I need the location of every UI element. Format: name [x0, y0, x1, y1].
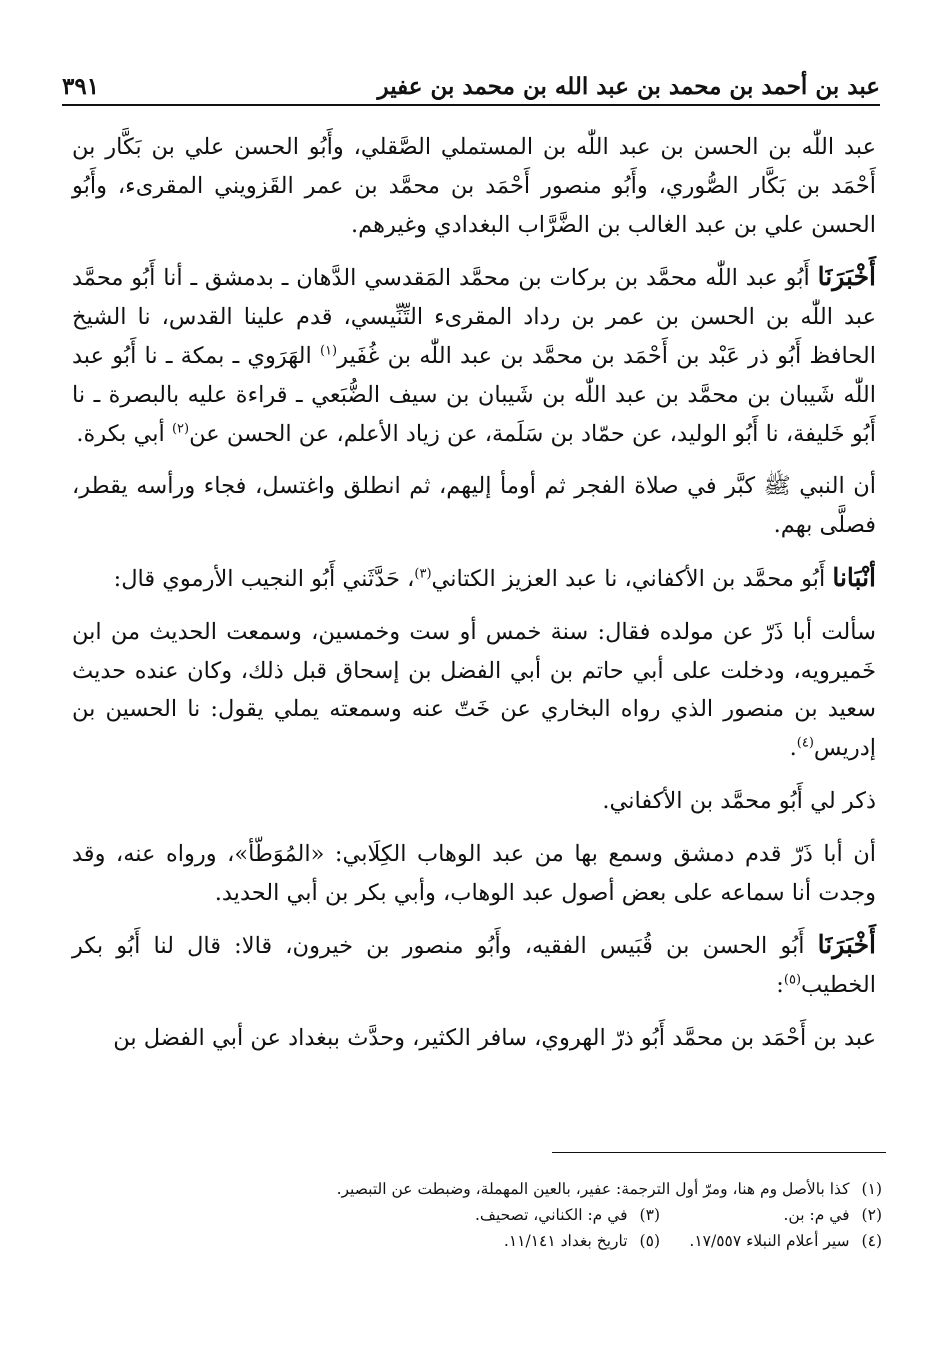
paragraph-text: .	[789, 735, 797, 762]
footnotes	[240, 1176, 882, 1254]
footnote-1	[240, 1176, 882, 1202]
paragraph-6: ذكر لي أَبُو محمَّد بن الأكفاني.	[602, 787, 876, 814]
paragraph-lead-word: أَخْبَرَنَا	[817, 930, 876, 960]
paragraph-9: عبد بن أَحْمَد بن محمَّد أَبُو ذرّ الهروي، سافر الكثير، وحدَّث ببغداد عن أبي الفضل بن	[113, 1024, 876, 1051]
main-text	[72, 128, 876, 1072]
footnote-marker: (٣)	[414, 566, 432, 582]
paragraph-1: عبد اللّٰه بن الحسن بن عبد اللّٰه بن المستملي الصَّقلي، وأَبُو الحسن علي بن بَكَّار بن أَحْمَد بن بَكَّار الصُّوري، وأَبُو منصور أَحْمَد بن محمَّد بن عمر القَزويني المقرىء، وأَبُو الحسن علي بن عبد الغالب بن الضَّرَّاب البغدادي وغيرهم.	[72, 134, 876, 238]
paragraph-text: أَبُو عبد اللّٰه محمَّد بن بركات بن محمَّد المَقدسي الدَّهان ـ بدمشق ـ أنا أَبُو محمَّد عبد اللّٰه بن الحسن بن عمر بن رداد المقرىء التِّنِّيسي، قدم علينا القدس، نا الشيخ الحافظ أَبُو ذر عَبْد بن أَحْمَد بن محمَّد بن عبد اللّٰه بن غُفَير	[72, 265, 876, 369]
footnote-number: (٣)	[639, 1206, 660, 1224]
footnote-text: سير أعلام النبلاء ١٧/٥٥٧.	[689, 1232, 850, 1250]
footnote-text: كذا بالأصل وم هنا، ومرّ أول الترجمة: عفير، بالعين المهملة، وضبطت عن التبصير.	[336, 1180, 850, 1198]
footnote-5	[240, 1228, 660, 1254]
paragraph-text: أَبُو محمَّد بن الأكفاني، نا عبد العزيز الكتاني	[431, 565, 833, 592]
running-head	[62, 64, 880, 100]
paragraph-8	[72, 926, 876, 1005]
paragraph-4	[72, 559, 876, 599]
paragraph-7: أن أبا ذَرّ قدم دمشق وسمع بها من عبد الوهاب الكِلَابي: «المُوَطّأ»، ورواه عنه، وقد وجدت أنا سماعه على بعض أصول عبد الوهاب، وأبي بكر بن أبي الحديد.	[72, 840, 876, 906]
paragraph-lead-word: أنْبَانا	[832, 562, 876, 592]
footnote-number: (٢)	[861, 1206, 882, 1224]
paragraph-text: أبي بكرة.	[76, 420, 172, 447]
footnote-2	[660, 1202, 882, 1228]
running-title: عبد بن أحمد بن محمد بن عبد الله بن محمد بن عفير	[377, 73, 880, 100]
footnote-marker: (١)	[319, 343, 338, 359]
footnote-number: (١)	[861, 1180, 882, 1198]
footnote-3	[240, 1202, 660, 1228]
paragraph-text: ، حَدَّثَني أَبُو النجيب الأرموي قال:	[113, 565, 415, 592]
footnote-row	[240, 1202, 882, 1228]
page-number: ٣٩١	[62, 73, 100, 100]
footnote-row	[240, 1228, 882, 1254]
paragraph-5	[72, 613, 876, 768]
paragraph-lead-word: أَخْبَرَنَا	[817, 262, 876, 292]
footnote-number: (٤)	[861, 1232, 882, 1250]
paragraph-3: أن النبي ﷺ كبَّر في صلاة الفجر ثم أومأ إليهم، ثم انطلق واغتسل، فجاء ورأسه يقطر، فصلَّى بهم.	[72, 473, 876, 539]
header-rule	[62, 104, 880, 106]
footnote-text: في م: الكناني، تصحيف.	[474, 1206, 628, 1224]
footnote-marker: (٤)	[796, 735, 814, 751]
footnote-separator	[552, 1152, 886, 1153]
footnote-text: تاريخ بغداد ١١/١٤١.	[503, 1232, 628, 1250]
paragraph-text: أَبُو الحسن بن قُبَيس الفقيه، وأَبُو منصور بن خيرون، قالا: قال لنا أَبُو بكر الخطيب	[72, 933, 876, 999]
paragraph-2	[72, 258, 876, 453]
paragraph-text: سألت أبا ذَرّ عن مولده فقال: سنة خمس أو ست وخمسين، وسمعت الحديث من ابن خَميرويه، ودخلت على أبي حاتم بن أبي الفضل بن إسحاق قبل ذلك، وكان عنده حديث سعيد بن منصور الذي رواه البخاري عن خَتّ عنه وسمعته يملي يقول: نا الحسين بن إدريس	[72, 618, 876, 762]
footnote-4	[660, 1228, 882, 1254]
footnote-marker: (٥)	[783, 972, 802, 988]
footnote-row	[240, 1176, 882, 1202]
paragraph-text: الهَرَوي ـ بمكة ـ نا أَبُو عبد اللّٰه شَيبان بن محمَّد بن عبد اللّٰه بن شَيبان بن سيف الضُّبَعي ـ قراءة عليه بالبصرة ـ نا أَبُو خَليفة، نا أَبُو الوليد، عن حمّاد بن سَلَمة، عن زياد الأعلم، عن الحسن عن	[72, 342, 876, 447]
footnote-text: في م: بن.	[783, 1206, 850, 1224]
paragraph-text: :	[776, 972, 784, 999]
footnote-number: (٥)	[639, 1232, 660, 1250]
footnote-marker: (٢)	[171, 421, 190, 437]
